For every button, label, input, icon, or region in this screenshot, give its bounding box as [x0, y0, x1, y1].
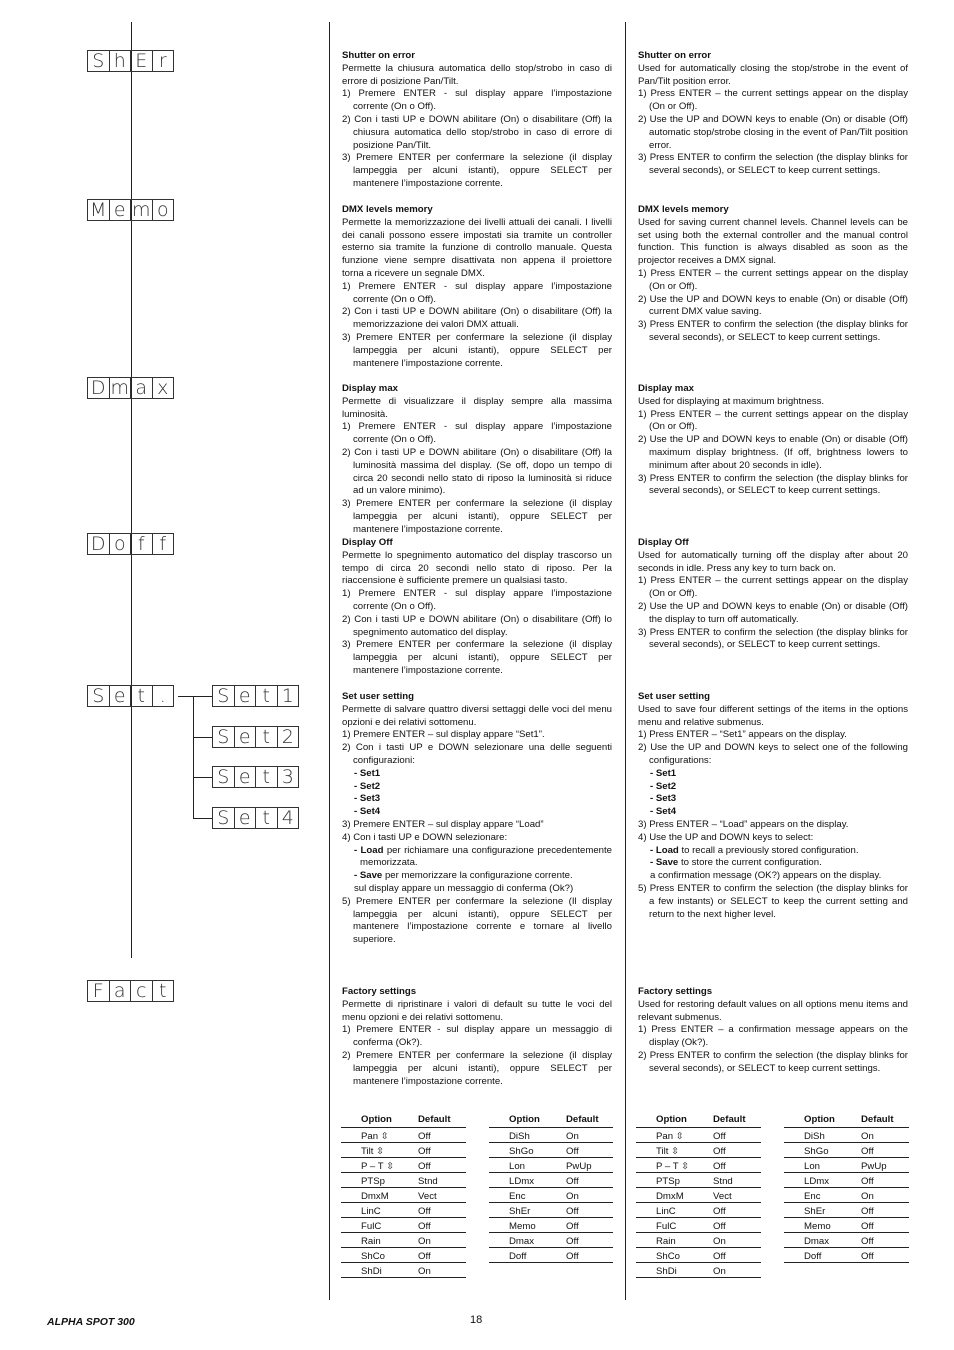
default-cell: Off: [546, 1172, 613, 1187]
table-row: [489, 1232, 613, 1247]
display-char: .: [152, 685, 175, 707]
it-sher-section: [342, 50, 612, 191]
display-char: m: [131, 198, 151, 221]
defaults-table-en-2: [784, 1113, 909, 1263]
option-cell: ShGo: [784, 1142, 841, 1157]
default-cell: Off: [546, 1232, 613, 1247]
save-text: per memorizzare la configurazione corrente.: [382, 870, 573, 882]
load-option: [342, 845, 612, 871]
display-fact: [87, 980, 173, 1002]
default-cell: Off: [693, 1157, 761, 1172]
section-title: Display Off: [342, 537, 393, 548]
column-divider-right: [625, 22, 626, 1300]
display-char: 1: [277, 685, 300, 707]
default-cell: Off: [398, 1217, 466, 1232]
display-char: 4: [277, 807, 300, 829]
table-row: [784, 1172, 909, 1187]
defaults-table-en-1: [636, 1113, 761, 1278]
step-item: 3) Press ENTER to confirm the selection (the display blinks for several seconds), or SELECT to keep current settings.: [638, 626, 908, 651]
default-cell: Stnd: [693, 1172, 761, 1187]
default-cell: Off: [398, 1142, 466, 1157]
set-option: - Set2: [650, 780, 677, 792]
display-char: t: [255, 807, 278, 829]
table-row: [636, 1262, 761, 1277]
display-char: F: [87, 980, 110, 1002]
option-cell: ShDi: [636, 1262, 693, 1277]
defaults-table-it-2: [489, 1113, 613, 1263]
table-row: [489, 1157, 613, 1172]
default-cell: Off: [398, 1202, 466, 1217]
load-option: [638, 845, 908, 858]
display-char: M: [87, 199, 110, 221]
section-title: Display Off: [638, 537, 689, 548]
step-item: 1) Premere ENTER - sul display appare l’impostazione corrente (On o Off).: [342, 88, 612, 113]
it-doff-section: [342, 537, 612, 678]
table-row: [341, 1217, 466, 1232]
step-item: 5) Press ENTER to confirm the selection (the display blinks for a few instants) or SELECT to keep the current setting and return to the next higher level.: [638, 882, 908, 920]
table-row: [636, 1247, 761, 1262]
column-header-default: Default: [398, 1113, 466, 1127]
table-row: [636, 1157, 761, 1172]
table-row: [341, 1247, 466, 1262]
table-row: [489, 1247, 613, 1262]
display-char: e: [234, 685, 257, 707]
option-cell: Enc: [489, 1187, 546, 1202]
default-cell: Off: [841, 1202, 909, 1217]
table-row: [489, 1187, 613, 1202]
load-label: - Load: [354, 844, 384, 856]
section-title: Shutter on error: [342, 50, 416, 61]
option-cell: DiSh: [784, 1127, 841, 1142]
option-cell: DmxM: [636, 1187, 693, 1202]
default-cell: Off: [693, 1142, 761, 1157]
option-cell: Rain: [636, 1232, 693, 1247]
save-text: to store the current configuration.: [678, 857, 822, 869]
it-set-section: [342, 691, 612, 947]
display-char: c: [130, 980, 153, 1002]
option-cell: ShCo: [636, 1247, 693, 1262]
option-cell: LDmx: [784, 1172, 841, 1187]
step-item: 4) Con i tasti UP e DOWN selezionare:: [342, 831, 508, 843]
en-doff-section: [638, 537, 908, 652]
table-row: [784, 1127, 909, 1142]
set-tree-line: [193, 696, 194, 818]
step-item: 3) Premere ENTER per confermare la selezione (il display lampeggia per alcuni istanti), oppure SELECT per mantenere l’impostazione corrente.: [342, 639, 612, 676]
default-cell: On: [398, 1232, 466, 1247]
column-header-default: Default: [546, 1113, 613, 1127]
default-cell: Off: [546, 1247, 613, 1262]
set-branch-line: [178, 696, 212, 697]
display-char: e: [109, 199, 132, 221]
display-char: 3: [277, 766, 300, 788]
table-row: [636, 1187, 761, 1202]
table-row: [341, 1172, 466, 1187]
section-body: Permette la memorizzazione dei livelli attuali dei canali. I livelli dei canali possono essere impostati sia tramite un controller esterno sia tramite la funzione di controllo manuale. Questa funzione viene sempre disattivata non appena il proiettore torna a ricevere un segnale DMX.: [342, 216, 612, 279]
en-set-section: [638, 691, 908, 921]
section-body: Used for saving current channel levels. Channel levels can be set using both the external controller and the manual control function. This function is always disabled as soon as the projector receives a DMX signal.: [638, 216, 908, 267]
menu-tree-line: [131, 22, 132, 958]
option-cell: P – T ⇳: [636, 1157, 693, 1172]
option-cell: Lon: [489, 1157, 546, 1172]
default-cell: Off: [841, 1217, 909, 1232]
product-name: ALPHA SPOT 300: [47, 1316, 135, 1328]
step-item: 2) Con i tasti UP e DOWN abilitare (On) o disabilitare (Off) la chiusura automatica dello stop/strobo in caso di errore di posizione Pan/Tilt.: [342, 113, 612, 151]
step-item: 2) Use the UP and DOWN keys to enable (On) or disable (Off) current DMX value saving.: [638, 293, 908, 318]
step-item: 2) Con i tasti UP e DOWN selezionare una delle seguenti configurazioni:: [342, 742, 612, 766]
step-item: 4) Use the UP and DOWN keys to select:: [638, 831, 814, 843]
step-item: 2) Con i tasti UP e DOWN abilitare (On) o disabilitare (Off) la memorizzazione dei valori DMX attuali.: [342, 306, 612, 331]
table-row: [341, 1127, 466, 1142]
step-item: 1) Press ENTER – the current settings appear on the display (On or Off).: [638, 88, 908, 113]
table-row: [489, 1217, 613, 1232]
table-row: [341, 1232, 466, 1247]
table-row: [341, 1157, 466, 1172]
default-cell: PwUp: [546, 1157, 613, 1172]
option-cell: FulC: [636, 1217, 693, 1232]
set-option: - Set1: [650, 767, 677, 779]
display-char: t: [255, 726, 278, 748]
table-row: [636, 1202, 761, 1217]
default-cell: On: [546, 1187, 613, 1202]
display-char: f: [152, 533, 175, 555]
default-cell: On: [693, 1232, 761, 1247]
step-item: 3) Premere ENTER per confermare la selezione (il display lampeggia per alcuni istanti), oppure SELECT per mantenere l’impostazione corrente.: [342, 331, 612, 369]
table-row: [489, 1127, 613, 1142]
display-dmax: [87, 377, 173, 399]
default-cell: Off: [693, 1202, 761, 1217]
section-body: Permette di salvare quattro diversi settaggi delle voci del menu opzioni e dei relativi sottomenu.: [342, 703, 612, 728]
step-item: 2) Premere ENTER per confermare la selezione (il display lampeggia per alcuni istanti), oppure SELECT per mantenere l’impostazione corrente.: [342, 1049, 612, 1087]
table-row: [784, 1232, 909, 1247]
load-text: to recall a previously stored configuration.: [678, 844, 859, 856]
step-item: 3) Premere ENTER per confermare la selezione (il display lampeggia per alcuni istanti), oppure SELECT per mantenere l’impostazione corrente.: [342, 152, 612, 189]
table-row: [784, 1202, 909, 1217]
it-fact-section: [342, 986, 612, 1088]
column-divider-left: [329, 22, 330, 1300]
column-header-option: Option: [489, 1113, 546, 1127]
en-fact-section: [638, 986, 908, 1076]
set-option: - Set3: [354, 793, 381, 805]
section-title: DMX levels memory: [342, 204, 433, 215]
option-cell: FulC: [341, 1217, 398, 1232]
step-item: 2) Con i tasti UP e DOWN abilitare (On) o disabilitare (Off) lo spegnimento automatico del display.: [342, 613, 612, 638]
table-row: [489, 1142, 613, 1157]
option-cell: Pan ⇳: [636, 1127, 693, 1142]
display-doff: [87, 533, 173, 555]
display-char: t: [255, 685, 278, 707]
default-cell: Off: [841, 1247, 909, 1262]
step-item: 1) Premere ENTER – sul display appare “Set1”.: [342, 729, 545, 741]
display-char: S: [212, 726, 235, 748]
en-dmax-section: [638, 383, 908, 498]
option-cell: DmxM: [341, 1187, 398, 1202]
display-char: S: [212, 807, 235, 829]
option-cell: LinC: [341, 1202, 398, 1217]
section-title: Set user setting: [638, 691, 710, 702]
display-char: x: [152, 377, 175, 399]
table-row: [341, 1262, 466, 1277]
display-char: f: [130, 533, 153, 555]
step-item: 1) Premere ENTER - sul display appare l’impostazione corrente (On o Off).: [342, 280, 612, 305]
option-cell: Rain: [341, 1232, 398, 1247]
step-item: 1) Press ENTER – “Set1” appears on the display.: [638, 729, 847, 741]
table-row: [784, 1187, 909, 1202]
step-item: 2) Con i tasti UP e DOWN abilitare (On) o disabilitare (Off) la luminosità massima del display. (Se off, dopo un tempo di circa 20 secondi nello stato di riposo la luminosità si riduce ad un valore minimo).: [342, 446, 612, 497]
it-memo-section: [342, 204, 612, 370]
display-char: e: [234, 726, 257, 748]
default-cell: On: [398, 1262, 466, 1277]
option-cell: Tilt ⇳: [341, 1142, 398, 1157]
option-cell: ShEr: [489, 1202, 546, 1217]
step-item: 3) Press ENTER to confirm the selection (the display blinks for several seconds), or SELECT to keep current settings.: [638, 152, 908, 177]
table-row: [489, 1202, 613, 1217]
set3-branch-line: [193, 777, 212, 778]
option-cell: Doff: [489, 1247, 546, 1262]
default-cell: Off: [841, 1172, 909, 1187]
option-cell: ShEr: [784, 1202, 841, 1217]
section-title: Factory settings: [638, 986, 713, 997]
default-cell: Vect: [398, 1187, 466, 1202]
option-cell: ShGo: [489, 1142, 546, 1157]
step-item: 5) Premere ENTER per confermare la selezione (Il display lampeggia per alcuni istanti), oppure SELECT per mantenere l’impostazione corrente e tornare al livello superiore.: [342, 895, 612, 946]
section-body: Used for displaying at maximum brightness.: [638, 395, 825, 407]
step-item: 3) Premere ENTER per confermare la selezione (il display lampeggia per alcuni istanti), oppure SELECT per mantenere l’impostazione corrente.: [342, 498, 612, 535]
en-sher-section: [638, 50, 908, 178]
default-cell: On: [693, 1262, 761, 1277]
display-char: e: [234, 807, 257, 829]
set-option: - Set2: [354, 780, 381, 792]
column-header-option: Option: [341, 1113, 398, 1127]
option-cell: LDmx: [489, 1172, 546, 1187]
table-header: [636, 1113, 761, 1127]
set4-branch-line: [193, 818, 212, 819]
option-cell: P – T ⇳: [341, 1157, 398, 1172]
page-number: 18: [470, 1314, 483, 1326]
display-char: e: [109, 685, 132, 707]
table-row: [784, 1217, 909, 1232]
table-header: [341, 1113, 466, 1127]
table-header: [784, 1113, 909, 1127]
table-row: [784, 1247, 909, 1262]
display-char: t: [130, 685, 153, 707]
step-item: 3) Press ENTER – “Load” appears on the display.: [638, 818, 849, 830]
default-cell: Off: [841, 1142, 909, 1157]
display-char: o: [152, 199, 175, 221]
step-item: 2) Use the UP and DOWN keys to enable (On) or disable (Off) automatic stop/strobe closing in the event of Pan/Tilt position error.: [638, 113, 908, 151]
table-row: [636, 1217, 761, 1232]
display-char: t: [255, 766, 278, 788]
section-body: Permette la chiusura automatica dello stop/strobo in caso di errore di posizione Pan/Tilt.: [342, 62, 612, 87]
display-char: h: [109, 50, 132, 72]
default-cell: Off: [398, 1157, 466, 1172]
table-row: [636, 1232, 761, 1247]
display-char: m: [110, 376, 129, 399]
option-cell: Memo: [784, 1217, 841, 1232]
step-item: 1) Premere ENTER - sul display appare un messaggio di conferma (Ok?).: [342, 1024, 612, 1049]
default-cell: Off: [398, 1247, 466, 1262]
table-row: [341, 1142, 466, 1157]
display-char: S: [212, 766, 235, 788]
section-title: Factory settings: [342, 986, 417, 997]
section-body: Used to save four different settings of the items in the options menu and relative submenus.: [638, 703, 908, 728]
option-cell: Dmax: [489, 1232, 546, 1247]
display-char: D: [87, 377, 110, 399]
option-cell: ShDi: [341, 1262, 398, 1277]
step-item: 1) Premere ENTER - sul display appare l’impostazione corrente (On o Off).: [342, 588, 612, 612]
display-set1: [212, 685, 298, 707]
display-char: S: [87, 50, 110, 72]
display-char: D: [87, 533, 110, 555]
set-option: - Set4: [650, 806, 677, 818]
display-char: o: [109, 533, 132, 555]
confirm-note: sul display appare un messaggio di conferma (Ok?): [354, 882, 574, 894]
option-cell: LinC: [636, 1202, 693, 1217]
step-item: 1) Press ENTER – the current settings appear on the display (On or Off).: [638, 408, 908, 433]
section-body: Used for automatically closing the stop/strobe in the event of Pan/Tilt position error.: [638, 62, 908, 87]
step-item: 1) Press ENTER – a confirmation message appears on the display (Ok?).: [638, 1024, 908, 1049]
default-cell: Off: [693, 1217, 761, 1232]
section-title: Shutter on error: [638, 50, 712, 61]
step-item: 2) Press ENTER to confirm the selection (the display blinks for several seconds), or SELECT to keep current settings.: [638, 1049, 908, 1074]
step-item: 1) Press ENTER – the current settings appear on the display (On or Off).: [638, 575, 908, 600]
section-body: Permette di ripristinare i valori di default su tutte le voci del menu opzioni e dei relativi sottomenu.: [342, 998, 612, 1023]
table-row: [636, 1142, 761, 1157]
table-header: [489, 1113, 613, 1127]
option-cell: Lon: [784, 1157, 841, 1172]
default-cell: On: [841, 1187, 909, 1202]
column-header-option: Option: [784, 1113, 841, 1127]
set-option: - Set3: [650, 793, 677, 805]
table-row: [341, 1202, 466, 1217]
option-cell: Pan ⇳: [341, 1127, 398, 1142]
save-label: - Save: [354, 870, 383, 882]
display-char: a: [130, 377, 153, 399]
section-body: Permette di visualizzare il display sempre alla massima luminosità.: [342, 395, 612, 420]
option-cell: PTSp: [341, 1172, 398, 1187]
default-cell: Off: [693, 1247, 761, 1262]
save-option: [342, 870, 612, 883]
save-option: [638, 857, 908, 870]
step-item: 2) Use the UP and DOWN keys to enable (On) or disable (Off) the display to turn off automatically.: [638, 600, 908, 625]
section-body: Permette lo spegnimento automatico del display trascorso un tempo di circa 20 secondi nello stato di riposo. Per la riaccensione è sufficiente premere un qualsiasi tasto.: [342, 549, 612, 587]
table-row: [489, 1172, 613, 1187]
table-row: [341, 1187, 466, 1202]
section-body: Used for restoring default values on all options menu items and relevant submenus.: [638, 998, 908, 1023]
table-row: [636, 1127, 761, 1142]
load-label: - Load: [650, 844, 679, 856]
option-cell: Memo: [489, 1217, 546, 1232]
default-cell: Vect: [693, 1187, 761, 1202]
option-cell: ShCo: [341, 1247, 398, 1262]
display-set: [87, 685, 173, 707]
option-cell: Doff: [784, 1247, 841, 1262]
display-char: e: [234, 766, 257, 788]
display-char: a: [109, 980, 132, 1002]
step-item: 1) Press ENTER – the current settings appear on the display (On or Off).: [638, 267, 908, 292]
display-memo: [87, 199, 173, 221]
load-text: per richiamare una configurazione precedentemente memorizzata.: [360, 844, 613, 869]
defaults-table-it-1: [341, 1113, 466, 1278]
section-title: Display max: [342, 383, 398, 394]
default-cell: PwUp: [841, 1157, 909, 1172]
display-set4: [212, 807, 298, 829]
section-title: Set user setting: [342, 691, 414, 702]
default-cell: Off: [546, 1202, 613, 1217]
set-option: - Set4: [354, 806, 381, 818]
display-set3: [212, 766, 298, 788]
display-sher: [87, 50, 173, 72]
default-cell: Off: [841, 1232, 909, 1247]
display-char: r: [152, 50, 175, 72]
section-title: Display max: [638, 383, 694, 394]
default-cell: Off: [398, 1127, 466, 1142]
save-label: - Save: [650, 857, 679, 869]
default-cell: Off: [693, 1127, 761, 1142]
table-row: [784, 1157, 909, 1172]
set-option: - Set1: [354, 767, 381, 779]
display-set2: [212, 726, 298, 748]
step-item: 3) Press ENTER to confirm the selection (the display blinks for several seconds), or SELECT to keep current settings.: [638, 472, 908, 497]
table-row: [784, 1142, 909, 1157]
option-cell: DiSh: [489, 1127, 546, 1142]
display-char: t: [152, 980, 175, 1002]
section-title: DMX levels memory: [638, 204, 729, 215]
default-cell: On: [841, 1127, 909, 1142]
column-header-default: Default: [693, 1113, 761, 1127]
option-cell: Dmax: [784, 1232, 841, 1247]
display-char: 2: [277, 726, 300, 748]
default-cell: Off: [546, 1142, 613, 1157]
option-cell: PTSp: [636, 1172, 693, 1187]
column-header-option: Option: [636, 1113, 693, 1127]
confirm-note: a confirmation message (OK?) appears on the display.: [650, 870, 882, 882]
en-memo-section: [638, 204, 908, 345]
step-item: 2) Use the UP and DOWN keys to select one of the following configurations:: [638, 742, 908, 766]
step-item: 3) Press ENTER to confirm the selection (the display blinks for several seconds), or SELECT to keep current settings.: [638, 319, 908, 343]
table-row: [636, 1172, 761, 1187]
option-cell: Tilt ⇳: [636, 1142, 693, 1157]
section-body: Used for automatically turning off the display after about 20 seconds in idle. Press any key to turn back on.: [638, 549, 908, 574]
default-cell: Off: [546, 1217, 613, 1232]
display-char: E: [130, 50, 153, 72]
set2-branch-line: [193, 737, 212, 738]
display-char: S: [87, 685, 110, 707]
option-cell: Enc: [784, 1187, 841, 1202]
default-cell: On: [546, 1127, 613, 1142]
step-item: 1) Premere ENTER - sul display appare l’impostazione corrente (On o Off).: [342, 421, 612, 446]
column-header-default: Default: [841, 1113, 909, 1127]
default-cell: Stnd: [398, 1172, 466, 1187]
display-char: S: [212, 685, 235, 707]
step-item: 3) Premere ENTER – sul display appare “Load”: [342, 818, 544, 830]
step-item: 2) Use the UP and DOWN keys to enable (On) or disable (Off) maximum display brightness. (If off, brightness lowers to minimum after about 20 seconds in idle).: [638, 434, 908, 471]
it-dmax-section: [342, 383, 612, 537]
